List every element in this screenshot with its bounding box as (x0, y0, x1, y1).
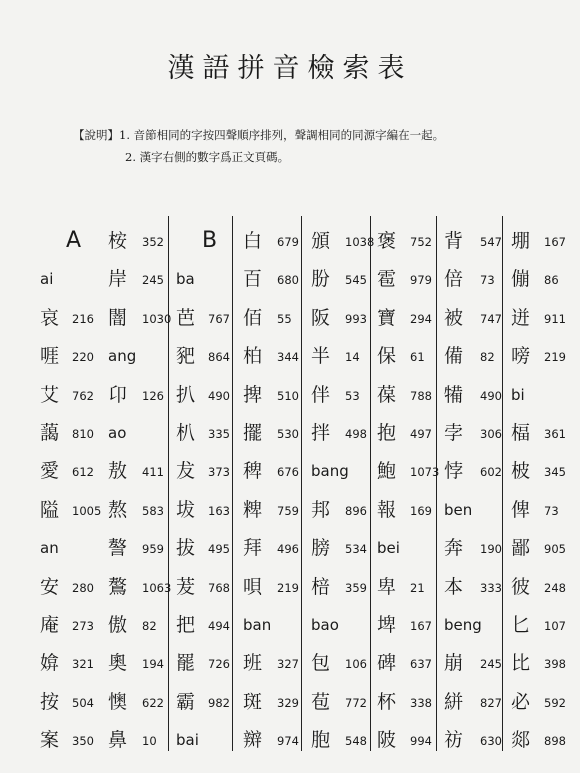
page-number: 637 (410, 657, 432, 672)
page-number: 361 (544, 427, 566, 441)
index-character: 楅 (511, 422, 531, 444)
index-character: 彼 (511, 575, 531, 598)
page-number: 248 (544, 580, 566, 595)
index-character: 班 (243, 652, 263, 675)
index-character: 比 (511, 652, 531, 675)
page-number: 810 (72, 427, 94, 441)
page-number: 306 (480, 427, 502, 441)
syllable-heading: ben (444, 500, 473, 519)
index-character: 敖 (108, 460, 128, 483)
index-character: 傲 (108, 614, 128, 636)
page-number: 959 (142, 542, 164, 557)
page-number: 21 (410, 580, 425, 595)
syllable-heading: bai (176, 731, 199, 750)
page-number: 53 (345, 388, 360, 403)
syllable-heading: an (40, 539, 59, 558)
syllable-heading: beng (444, 616, 482, 634)
page-number: 864 (208, 350, 230, 365)
index-character: 雹 (377, 268, 397, 291)
page-number: 350 (72, 734, 94, 749)
index-character: 報 (377, 498, 397, 521)
page-number: 1038 (345, 235, 375, 249)
index-character: 郯 (511, 729, 531, 752)
page-number: 1063 (142, 580, 172, 595)
index-character: 杯 (377, 690, 397, 713)
index-character: 案 (40, 729, 60, 752)
page-number: 321 (72, 657, 94, 672)
index-character: 犕 (444, 383, 464, 406)
page-number: 190 (480, 542, 502, 557)
index-character: 斑 (243, 690, 263, 713)
page-number: 14 (345, 350, 360, 365)
syllable-heading: bang (311, 462, 349, 481)
column-divider (370, 216, 371, 751)
page-number: 294 (410, 311, 432, 326)
index-character: 按 (40, 690, 60, 713)
page-number: 612 (72, 465, 94, 480)
explanation-note (73, 124, 444, 168)
index-character: 卬 (108, 383, 128, 406)
index-character: 被 (444, 306, 464, 329)
index-character: 鷔 (108, 575, 128, 598)
page-number: 772 (345, 695, 367, 710)
index-character: 背 (444, 230, 464, 252)
index-character: 頒 (311, 230, 331, 252)
page-number: 994 (410, 734, 432, 749)
letter-heading: B (202, 228, 218, 253)
column-divider (436, 216, 437, 751)
index-character: 啀 (40, 345, 60, 368)
index-character: 奧 (108, 652, 128, 675)
page-number: 622 (142, 695, 164, 710)
index-character: 鮑 (377, 460, 397, 483)
index-character: 保 (377, 345, 397, 368)
syllable-heading: ba (176, 270, 195, 289)
page-number: 679 (277, 235, 299, 249)
index-character: 拜 (243, 537, 263, 560)
page-number: 547 (480, 235, 502, 249)
column-divider (502, 216, 503, 751)
page-number: 680 (277, 273, 299, 288)
index-character: 包 (311, 652, 331, 675)
index-character: 本 (444, 575, 464, 598)
index-character: 堋 (511, 230, 531, 252)
index-character: 倍 (444, 268, 464, 291)
page-number: 82 (480, 350, 495, 365)
index-character: 庵 (40, 614, 60, 636)
index-character: 胞 (311, 729, 331, 752)
index-character: 媕 (40, 652, 60, 675)
page-number: 167 (410, 619, 432, 633)
index-character: 悖 (444, 460, 464, 483)
column-divider (168, 216, 169, 751)
letter-heading: A (66, 228, 82, 253)
index-character: 嗙 (511, 345, 531, 368)
page-number: 827 (480, 695, 502, 710)
column-divider (301, 216, 302, 751)
index-character: 藹 (40, 422, 60, 444)
note-text-1: 1. 音節相同的字按四聲順序排列，聲調相同的同源字編在一起。 (119, 128, 445, 142)
page-number: 338 (410, 695, 432, 710)
index-character: 桉 (108, 230, 128, 252)
index-character: 卑 (377, 575, 397, 598)
page-number: 497 (410, 427, 432, 441)
page-number: 398 (544, 657, 566, 672)
syllable-heading: ai (40, 270, 54, 289)
index-character: 把 (176, 614, 196, 636)
page-number: 327 (277, 657, 299, 672)
index-character: 孛 (444, 422, 464, 444)
index-character: 阪 (311, 306, 331, 329)
page-number: 788 (410, 388, 432, 403)
index-character: 祊 (444, 729, 464, 752)
index-character: 半 (311, 345, 331, 368)
page-number: 630 (480, 734, 502, 749)
index-character: 迸 (511, 306, 531, 329)
index-character: 艾 (40, 383, 60, 406)
page-number: 747 (480, 311, 502, 326)
index-character: 犮 (176, 460, 196, 483)
index-character: 拌 (311, 422, 331, 444)
index-character: 棓 (311, 575, 331, 598)
index-character: 佰 (243, 306, 263, 329)
page-number: 602 (480, 465, 502, 480)
page-number: 911 (544, 311, 566, 326)
index-character: 鄙 (511, 537, 531, 560)
index-character: 抱 (377, 422, 397, 444)
page-number: 762 (72, 388, 94, 403)
index-character: 崩 (444, 652, 464, 675)
syllable-heading: bi (511, 385, 525, 404)
page-number: 55 (277, 311, 292, 326)
page-number: 490 (208, 388, 230, 403)
page-number: 126 (142, 388, 164, 403)
page-number: 504 (72, 695, 94, 710)
page-number: 768 (208, 580, 230, 595)
page-number: 273 (72, 619, 94, 633)
page-number: 220 (72, 350, 94, 365)
index-character: 朌 (311, 268, 331, 291)
page-number: 1030 (142, 311, 172, 326)
index-character: 必 (511, 690, 531, 713)
index-character: 霸 (176, 690, 196, 713)
page-number: 106 (345, 657, 367, 672)
index-character: 闇 (108, 306, 128, 329)
page-number: 245 (480, 657, 502, 672)
index-character: 愛 (40, 460, 60, 483)
page-number: 898 (544, 734, 566, 749)
page-number: 752 (410, 235, 432, 249)
index-character: 俾 (511, 498, 531, 521)
index-character: 白 (243, 230, 263, 252)
page-number: 219 (544, 350, 566, 365)
index-character: 哀 (40, 306, 60, 329)
page-number: 759 (277, 503, 299, 518)
note-line-2: 2. 漢字右側的數字爲正文頁碼。 (125, 150, 290, 164)
column-divider (232, 216, 233, 751)
index-character: 熬 (108, 498, 128, 521)
syllable-heading: bao (311, 616, 339, 634)
index-character: 柀 (511, 460, 531, 483)
index-character: 扒 (176, 383, 196, 406)
index-character: 埤 (377, 614, 397, 636)
syllable-heading: bei (377, 539, 400, 558)
page-number: 1073 (410, 465, 440, 480)
page-number: 530 (277, 427, 299, 441)
index-character: 坺 (176, 498, 196, 521)
index-character: 傰 (511, 268, 531, 291)
index-character: 邦 (311, 498, 331, 521)
page-number: 905 (544, 542, 566, 557)
page-number: 10 (142, 734, 157, 749)
page-number: 592 (544, 695, 566, 710)
page-title: 漢語拼音檢索表 (167, 53, 413, 84)
page-number: 993 (345, 311, 367, 326)
page-number: 352 (142, 235, 164, 249)
page-number: 163 (208, 503, 230, 518)
page-number: 359 (345, 580, 367, 595)
page-number: 82 (142, 619, 157, 633)
page-number: 61 (410, 350, 425, 365)
page-number: 107 (544, 619, 566, 633)
index-character: 寶 (377, 306, 397, 329)
note-line-1 (73, 124, 444, 146)
page-number: 979 (410, 273, 432, 288)
page-number: 344 (277, 350, 299, 365)
page-number: 510 (277, 388, 299, 403)
page-number: 345 (544, 465, 566, 480)
index-character: 拔 (176, 537, 196, 560)
page-number: 73 (480, 273, 495, 288)
index-character: 茇 (176, 575, 196, 598)
index-character: 朳 (176, 422, 196, 444)
index-character: 謷 (108, 537, 128, 560)
note-label: 【說明】 (73, 128, 119, 142)
index-character: 辬 (243, 729, 263, 752)
page-number: 494 (208, 619, 230, 633)
index-character: 隘 (40, 498, 60, 521)
index-character: 褒 (377, 230, 397, 252)
page-number: 548 (345, 734, 367, 749)
index-character: 粺 (243, 498, 263, 521)
page-number: 490 (480, 388, 502, 403)
page-number: 496 (277, 542, 299, 557)
page-number: 280 (72, 580, 94, 595)
page-number: 498 (345, 427, 367, 441)
index-character: 捭 (243, 383, 263, 406)
index-character: 芭 (176, 306, 196, 329)
page-number: 86 (544, 273, 559, 288)
page-number: 333 (480, 580, 502, 595)
index-character: 稗 (243, 460, 263, 483)
index-character: 備 (444, 345, 464, 368)
page-number: 534 (345, 542, 367, 557)
syllable-heading: ao (108, 424, 127, 442)
index-character: 葆 (377, 383, 397, 406)
page-number: 896 (345, 503, 367, 518)
page-number: 974 (277, 734, 299, 749)
index-character: 奔 (444, 537, 464, 560)
syllable-heading: ban (243, 616, 272, 634)
page-number: 726 (208, 657, 230, 672)
index-character: 苞 (311, 690, 331, 713)
index-character: 匕 (511, 614, 531, 636)
page-number: 583 (142, 503, 164, 518)
index-character: 岸 (108, 268, 128, 291)
page-number: 1005 (72, 503, 102, 518)
index-character: 罷 (176, 652, 196, 675)
index-character: 陂 (377, 729, 397, 752)
index-character: 豝 (176, 345, 196, 368)
index-character: 唄 (243, 575, 263, 598)
page-number: 245 (142, 273, 164, 288)
index-character: 懊 (108, 690, 128, 713)
page-number: 676 (277, 465, 299, 480)
page-number: 982 (208, 695, 230, 710)
page-number: 169 (410, 503, 432, 518)
index-character: 膀 (311, 537, 331, 560)
index-character: 柏 (243, 345, 263, 368)
index-character: 碑 (377, 652, 397, 675)
page-number: 335 (208, 427, 230, 441)
index-character: 絣 (444, 690, 464, 713)
index-character: 鼻 (108, 729, 128, 752)
page-number: 495 (208, 542, 230, 557)
page-number: 73 (544, 503, 559, 518)
page-number: 411 (142, 465, 164, 480)
syllable-heading: ang (108, 347, 137, 366)
page-number: 329 (277, 695, 299, 710)
page-number: 219 (277, 580, 299, 595)
page-number: 767 (208, 311, 230, 326)
page-number: 216 (72, 311, 94, 326)
page-number: 167 (544, 235, 566, 249)
index-character: 伴 (311, 383, 331, 406)
index-character: 安 (40, 575, 60, 598)
index-character: 百 (243, 268, 263, 291)
page-number: 373 (208, 465, 230, 480)
page-number: 545 (345, 273, 367, 288)
page-number: 194 (142, 657, 164, 672)
index-character: 擺 (243, 422, 263, 444)
